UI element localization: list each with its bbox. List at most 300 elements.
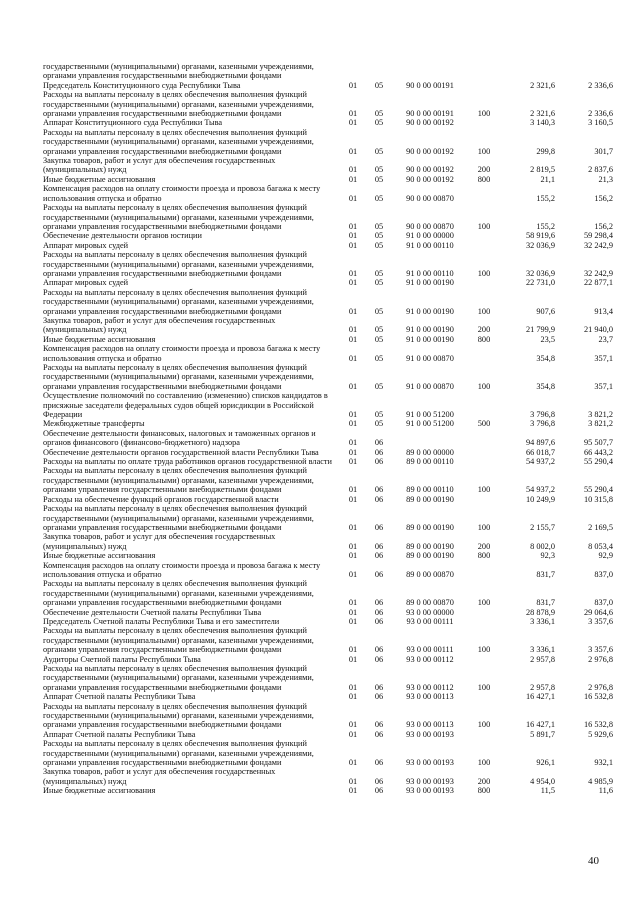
row-section: 01 xyxy=(348,485,358,495)
row-sum-year-2: 11,6 xyxy=(598,786,613,796)
row-target-item: 90 0 00 00191 xyxy=(406,80,454,90)
row-sum-year-1: 3 796,8 xyxy=(530,419,555,429)
row-sum-year-1: 831,7 xyxy=(536,569,555,579)
row-target-item: 93 0 00 00112 xyxy=(406,682,454,692)
row-sum-year-1: 54 937,2 xyxy=(525,485,555,495)
row-subsection: 05 xyxy=(374,278,384,288)
table-row xyxy=(43,617,613,626)
row-sum-year-2: 837,0 xyxy=(594,569,613,579)
row-sum-year-1: 11,5 xyxy=(540,786,555,796)
row-section: 01 xyxy=(348,776,358,786)
row-sum-year-1: 4 954,0 xyxy=(530,776,555,786)
table-row xyxy=(43,118,613,127)
row-target-item: 91 0 00 00190 xyxy=(406,334,454,344)
row-target-item: 91 0 00 00190 xyxy=(406,325,454,335)
table-row xyxy=(43,664,613,692)
row-expense-type: 100 xyxy=(477,268,491,278)
row-target-item: 90 0 00 00870 xyxy=(406,193,454,203)
row-target-item: 93 0 00 00193 xyxy=(406,729,454,739)
row-sum-year-2: 4 985,9 xyxy=(588,776,613,786)
table-row xyxy=(43,655,613,664)
row-section: 01 xyxy=(348,494,358,504)
row-sum-year-1: 354,8 xyxy=(536,353,555,363)
table-row xyxy=(43,504,613,532)
row-sum-year-1: 2 321,6 xyxy=(530,80,555,90)
row-sum-year-2: 837,0 xyxy=(594,598,613,608)
row-name: Закупка товаров, работ и услуг для обеспечения государственных (муниципальных) нужд xyxy=(43,532,276,551)
table-row xyxy=(43,128,613,156)
row-section: 01 xyxy=(348,616,358,626)
row-target-item: 90 0 00 00191 xyxy=(406,109,454,119)
row-name: Обеспечение деятельности Счетной палаты Республики Тыва xyxy=(43,607,262,617)
row-name: Аппарат мировых судей xyxy=(43,240,129,250)
row-name: Компенсация расходов на оплату стоимости проезда и провоза багажа к месту использования отпуска и обратно xyxy=(43,184,321,203)
row-name: Председатель Счетной палаты Республики Тыва и его заместители xyxy=(43,616,280,626)
row-sum-year-1: 94 897,6 xyxy=(525,438,555,448)
row-subsection: 06 xyxy=(374,729,384,739)
row-sum-year-1: 2 819,5 xyxy=(530,165,555,175)
row-sum-year-2: 3 357,6 xyxy=(588,616,613,626)
table-row xyxy=(43,250,613,278)
row-section: 01 xyxy=(348,353,358,363)
row-sum-year-1: 926,1 xyxy=(536,758,555,768)
row-expense-type: 100 xyxy=(477,758,491,768)
row-target-item: 91 0 00 00110 xyxy=(406,240,454,250)
row-target-item: 93 0 00 00111 xyxy=(406,645,454,655)
table-row xyxy=(43,532,613,551)
row-expense-type: 800 xyxy=(477,551,491,561)
row-subsection: 06 xyxy=(374,682,384,692)
row-sum-year-2: 156,2 xyxy=(594,193,613,203)
table-row xyxy=(43,448,613,457)
row-expense-type: 100 xyxy=(477,381,491,391)
table-row xyxy=(43,156,613,175)
table-row xyxy=(43,90,613,118)
row-subsection: 05 xyxy=(374,353,384,363)
row-sum-year-2: 2 169,5 xyxy=(588,522,613,532)
row-sum-year-2: 357,1 xyxy=(594,381,613,391)
row-sum-year-1: 3 336,1 xyxy=(530,645,555,655)
row-sum-year-2: 3 357,6 xyxy=(588,645,613,655)
row-section: 01 xyxy=(348,438,358,448)
row-subsection: 06 xyxy=(374,494,384,504)
row-target-item: 93 0 00 00113 xyxy=(406,720,454,730)
budget-table xyxy=(43,62,613,796)
row-expense-type: 100 xyxy=(477,598,491,608)
row-target-item: 93 0 00 00113 xyxy=(406,692,454,702)
row-subsection: 05 xyxy=(374,146,384,156)
row-target-item: 90 0 00 00192 xyxy=(406,174,454,184)
row-subsection: 05 xyxy=(374,334,384,344)
row-sum-year-2: 301,7 xyxy=(594,146,613,156)
row-expense-type: 100 xyxy=(477,306,491,316)
row-sum-year-1: 155,2 xyxy=(536,193,555,203)
row-section: 01 xyxy=(348,447,358,457)
row-sum-year-2: 59 298,4 xyxy=(583,231,613,241)
row-target-item: 91 0 00 51200 xyxy=(406,419,454,429)
row-name: государственными (муниципальными) органами, казенными учреждениями, органами управления государственными внебюджетными фондами xyxy=(43,62,314,81)
row-sum-year-2: 3 821,2 xyxy=(588,410,613,420)
row-section: 01 xyxy=(348,654,358,664)
row-target-item: 90 0 00 00870 xyxy=(406,221,454,231)
table-row xyxy=(43,786,613,795)
row-sum-year-2: 913,4 xyxy=(594,306,613,316)
row-sum-year-2: 357,1 xyxy=(594,353,613,363)
row-sum-year-2: 21,3 xyxy=(598,174,613,184)
row-sum-year-2: 156,2 xyxy=(594,221,613,231)
row-subsection: 05 xyxy=(374,419,384,429)
row-section: 01 xyxy=(348,729,358,739)
row-section: 01 xyxy=(348,118,358,128)
row-subsection: 05 xyxy=(374,306,384,316)
table-row xyxy=(43,692,613,701)
row-sum-year-2: 32 242,9 xyxy=(583,240,613,250)
row-subsection: 06 xyxy=(374,786,384,796)
row-subsection: 06 xyxy=(374,616,384,626)
row-subsection: 06 xyxy=(374,758,384,768)
row-name: Расходы на выплаты персоналу в целях обеспечения выполнения функций государственными (муниципальными) органами, казенными учреждениями, органами управления государственными внебюджетными фондами xyxy=(43,127,314,156)
row-sum-year-1: 2 321,6 xyxy=(530,109,555,119)
row-name: Расходы на выплаты персоналу в целях обеспечения выполнения функций государственными (муниципальными) органами, казенными учреждениями, органами управления государственными внебюджетными фондами xyxy=(43,363,314,391)
table-row xyxy=(43,495,613,504)
row-name: Аппарат Конституционного суда Республики Тыва xyxy=(43,118,223,128)
row-sum-year-1: 66 018,7 xyxy=(525,447,555,457)
row-expense-type: 100 xyxy=(477,720,491,730)
row-sum-year-2: 2 976,8 xyxy=(588,682,613,692)
table-row xyxy=(43,419,613,428)
row-subsection: 06 xyxy=(374,720,384,730)
row-target-item: 90 0 00 00192 xyxy=(406,165,454,175)
row-name: Закупка товаров, работ и услуг для обеспечения государственных (муниципальных) нужд xyxy=(43,156,276,175)
row-target-item: 91 0 00 00000 xyxy=(406,231,454,241)
row-subsection: 06 xyxy=(374,654,384,664)
table-row xyxy=(43,344,613,363)
row-name: Расходы на обеспечение функций органов государственной власти xyxy=(43,494,279,504)
row-sum-year-2: 2 336,6 xyxy=(588,80,613,90)
row-sum-year-1: 10 249,9 xyxy=(525,494,555,504)
row-sum-year-1: 155,2 xyxy=(536,221,555,231)
row-section: 01 xyxy=(348,541,358,551)
row-target-item: 89 0 00 00110 xyxy=(406,457,454,467)
row-sum-year-1: 54 937,2 xyxy=(525,457,555,467)
row-sum-year-2: 8 053,4 xyxy=(588,541,613,551)
row-target-item: 93 0 00 00112 xyxy=(406,654,454,664)
table-row xyxy=(43,335,613,344)
table-row xyxy=(43,231,613,240)
table-row xyxy=(43,739,613,767)
row-expense-type: 200 xyxy=(477,325,491,335)
row-section: 01 xyxy=(348,720,358,730)
row-sum-year-1: 21 799,9 xyxy=(525,325,555,335)
row-section: 01 xyxy=(348,174,358,184)
row-section: 01 xyxy=(348,381,358,391)
row-expense-type: 100 xyxy=(477,522,491,532)
row-subsection: 06 xyxy=(374,551,384,561)
row-sum-year-1: 22 731,0 xyxy=(525,278,555,288)
row-sum-year-1: 2 957,8 xyxy=(530,654,555,664)
row-section: 01 xyxy=(348,325,358,335)
row-name: Расходы на выплаты персоналу в целях обеспечения выполнения функций государственными (муниципальными) органами, казенными учреждениями, органами управления государственными внебюджетными фондами xyxy=(43,466,314,495)
row-name: Аудиторы Счетной палаты Республики Тыва xyxy=(43,654,201,664)
row-section: 01 xyxy=(348,569,358,579)
row-sum-year-1: 16 427,1 xyxy=(525,692,555,702)
row-subsection: 06 xyxy=(374,485,384,495)
row-section: 01 xyxy=(348,231,358,241)
row-name: Председатель Конституционного суда Республики Тыва xyxy=(43,80,241,90)
row-section: 01 xyxy=(348,419,358,429)
table-row xyxy=(43,429,613,448)
row-subsection: 06 xyxy=(374,645,384,655)
table-row xyxy=(43,288,613,316)
row-name: Аппарат Счетной палаты Республики Тыва xyxy=(43,692,196,702)
row-sum-year-2: 2 837,6 xyxy=(588,165,613,175)
row-sum-year-1: 354,8 xyxy=(536,381,555,391)
table-row xyxy=(43,316,613,335)
row-section: 01 xyxy=(348,692,358,702)
table-row xyxy=(43,175,613,184)
row-target-item: 89 0 00 00110 xyxy=(406,485,454,495)
row-sum-year-1: 2 957,8 xyxy=(530,682,555,692)
row-section: 01 xyxy=(348,522,358,532)
row-name: Расходы на выплаты персоналу в целях обеспечения выполнения функций государственными (муниципальными) органами, казенными учреждениями, органами управления государственными внебюджетными фондами xyxy=(43,504,314,532)
row-name: Обеспечение деятельности финансовых, налоговых и таможенных органов и органов финансового (финансово-бюджетного) надзора xyxy=(43,428,316,448)
row-sum-year-2: 5 929,6 xyxy=(588,729,613,739)
row-subsection: 05 xyxy=(374,80,384,90)
row-subsection: 06 xyxy=(374,541,384,551)
row-expense-type: 200 xyxy=(477,165,491,175)
row-subsection: 06 xyxy=(374,457,384,467)
row-subsection: 06 xyxy=(374,569,384,579)
row-target-item: 89 0 00 00190 xyxy=(406,522,454,532)
row-section: 01 xyxy=(348,221,358,231)
row-subsection: 05 xyxy=(374,193,384,203)
row-subsection: 05 xyxy=(374,240,384,250)
row-target-item: 91 0 00 00870 xyxy=(406,353,454,363)
row-expense-type: 200 xyxy=(477,776,491,786)
row-subsection: 06 xyxy=(374,598,384,608)
table-row xyxy=(43,561,613,580)
table-row xyxy=(43,551,613,560)
row-sum-year-2: 22 877,1 xyxy=(583,278,613,288)
row-name: Иные бюджетные ассигнования xyxy=(43,174,156,184)
row-name: Закупка товаров, работ и услуг для обеспечения государственных (муниципальных) нужд xyxy=(43,315,276,335)
table-row xyxy=(43,81,613,90)
row-sum-year-2: 932,1 xyxy=(594,758,613,768)
row-sum-year-2: 55 290,4 xyxy=(583,457,613,467)
row-section: 01 xyxy=(348,457,358,467)
row-name: Расходы на выплаты персоналу в целях обеспечения выполнения функций государственными (муниципальными) органами, казенными учреждениями, органами управления государственными внебюджетными фондами xyxy=(43,287,314,316)
row-name: Иные бюджетные ассигнования xyxy=(43,334,156,344)
row-name: Расходы на выплаты по оплате труда работников органов государственной власти xyxy=(43,457,333,467)
row-target-item: 89 0 00 00190 xyxy=(406,541,454,551)
row-sum-year-1: 23,5 xyxy=(540,334,555,344)
row-target-item: 93 0 00 00111 xyxy=(406,616,454,626)
row-name: Межбюджетные трансферты xyxy=(43,419,145,429)
table-row xyxy=(43,702,613,730)
row-name: Иные бюджетные ассигнования xyxy=(43,786,156,796)
row-section: 01 xyxy=(348,193,358,203)
row-section: 01 xyxy=(348,165,358,175)
row-section: 01 xyxy=(348,786,358,796)
row-sum-year-1: 3 336,1 xyxy=(530,616,555,626)
row-sum-year-2: 2 336,6 xyxy=(588,109,613,119)
row-expense-type: 100 xyxy=(477,221,491,231)
row-section: 01 xyxy=(348,80,358,90)
row-target-item: 89 0 00 00190 xyxy=(406,494,454,504)
row-name: Расходы на выплаты персоналу в целях обеспечения выполнения функций государственными (муниципальными) органами, казенными учреждениями, органами управления государственными внебюджетными фондами xyxy=(43,203,314,231)
row-name: Аппарат мировых судей xyxy=(43,278,129,288)
table-row xyxy=(43,608,613,617)
table-row xyxy=(43,466,613,494)
row-sum-year-1: 32 036,9 xyxy=(525,268,555,278)
row-sum-year-1: 5 891,7 xyxy=(530,729,555,739)
table-row xyxy=(43,278,613,287)
row-sum-year-2: 66 443,2 xyxy=(583,447,613,457)
row-target-item: 90 0 00 00192 xyxy=(406,118,454,128)
row-section: 01 xyxy=(348,758,358,768)
row-sum-year-1: 92,3 xyxy=(540,551,555,561)
row-sum-year-2: 29 064,6 xyxy=(583,607,613,617)
row-sum-year-1: 3 140,3 xyxy=(530,118,555,128)
row-sum-year-2: 95 507,7 xyxy=(583,438,613,448)
row-subsection: 06 xyxy=(374,776,384,786)
row-section: 01 xyxy=(348,306,358,316)
row-target-item: 93 0 00 00000 xyxy=(406,607,454,617)
row-target-item: 91 0 00 51200 xyxy=(406,410,454,420)
row-subsection: 06 xyxy=(374,522,384,532)
row-name: Компенсация расходов на оплату стоимости проезда и провоза багажа к месту использования отпуска и обратно xyxy=(43,560,321,579)
row-section: 01 xyxy=(348,146,358,156)
row-target-item: 89 0 00 00190 xyxy=(406,551,454,561)
row-name: Закупка товаров, работ и услуг для обеспечения государственных (муниципальных) нужд xyxy=(43,767,276,786)
row-expense-type: 800 xyxy=(477,334,491,344)
row-sum-year-1: 2 155,7 xyxy=(530,522,555,532)
row-sum-year-2: 10 315,8 xyxy=(583,494,613,504)
row-sum-year-2: 55 290,4 xyxy=(583,485,613,495)
row-name: Компенсация расходов на оплату стоимости проезда и провоза багажа к месту использования отпуска и обратно xyxy=(43,344,321,363)
row-sum-year-2: 3 821,2 xyxy=(588,419,613,429)
table-row xyxy=(43,184,613,203)
row-expense-type: 800 xyxy=(477,786,491,796)
row-name: Расходы на выплаты персоналу в целях обеспечения выполнения функций государственными (муниципальными) органами, казенными учреждениями, органами управления государственными внебюджетными фондами xyxy=(43,579,314,608)
row-target-item: 91 0 00 00110 xyxy=(406,268,454,278)
row-sum-year-1: 907,6 xyxy=(536,306,555,316)
row-section: 01 xyxy=(348,109,358,119)
row-name: Расходы на выплаты персоналу в целях обеспечения выполнения функций государственными (муниципальными) органами, казенными учреждениями, органами управления государственными внебюджетными фондами xyxy=(43,626,314,655)
row-sum-year-2: 32 242,9 xyxy=(583,268,613,278)
row-subsection: 06 xyxy=(374,607,384,617)
row-section: 01 xyxy=(348,682,358,692)
row-section: 01 xyxy=(348,645,358,655)
row-sum-year-1: 831,7 xyxy=(536,598,555,608)
row-subsection: 05 xyxy=(374,109,384,119)
row-target-item: 93 0 00 00193 xyxy=(406,786,454,796)
row-target-item: 91 0 00 00190 xyxy=(406,306,454,316)
row-name: Обеспечение деятельности органов юстиции xyxy=(43,231,202,241)
row-subsection: 06 xyxy=(374,447,384,457)
page-number: 40 xyxy=(588,855,599,867)
row-name: Аппарат Счетной палаты Республики Тыва xyxy=(43,729,196,739)
row-target-item: 90 0 00 00192 xyxy=(406,146,454,156)
row-expense-type: 100 xyxy=(477,146,491,156)
table-row xyxy=(43,203,613,231)
row-sum-year-1: 16 427,1 xyxy=(525,720,555,730)
row-expense-type: 100 xyxy=(477,485,491,495)
row-expense-type: 500 xyxy=(477,419,491,429)
row-section: 01 xyxy=(348,607,358,617)
row-subsection: 06 xyxy=(374,438,384,448)
row-subsection: 05 xyxy=(374,174,384,184)
row-subsection: 05 xyxy=(374,118,384,128)
row-subsection: 05 xyxy=(374,268,384,278)
table-row xyxy=(43,579,613,607)
row-name: Расходы на выплаты персоналу в целях обеспечения выполнения функций государственными (муниципальными) органами, казенными учреждениями, органами управления государственными внебюджетными фондами xyxy=(43,701,314,730)
row-subsection: 05 xyxy=(374,165,384,175)
row-subsection: 06 xyxy=(374,692,384,702)
row-subsection: 05 xyxy=(374,410,384,420)
row-sum-year-1: 28 878,9 xyxy=(525,607,555,617)
row-name: Расходы на выплаты персоналу в целях обеспечения выполнения функций государственными (муниципальными) органами, казенными учреждениями, органами управления государственными внебюджетными фондами xyxy=(43,250,314,278)
row-section: 01 xyxy=(348,268,358,278)
row-section: 01 xyxy=(348,240,358,250)
row-sum-year-2: 92,9 xyxy=(598,551,613,561)
row-expense-type: 100 xyxy=(477,645,491,655)
table-row xyxy=(43,391,613,419)
row-sum-year-2: 16 532,8 xyxy=(583,720,613,730)
row-target-item: 91 0 00 00190 xyxy=(406,278,454,288)
row-target-item: 93 0 00 00193 xyxy=(406,758,454,768)
row-expense-type: 800 xyxy=(477,174,491,184)
table-row xyxy=(43,767,613,786)
row-sum-year-2: 2 976,8 xyxy=(588,654,613,664)
row-sum-year-2: 21 940,0 xyxy=(583,325,613,335)
table-row xyxy=(43,626,613,654)
row-name: Расходы на выплаты персоналу в целях обеспечения выполнения функций государственными (муниципальными) органами, казенными учреждениями, органами управления государственными внебюджетными фондами xyxy=(43,739,314,768)
row-section: 01 xyxy=(348,334,358,344)
table-row xyxy=(43,241,613,250)
row-subsection: 05 xyxy=(374,221,384,231)
row-subsection: 05 xyxy=(374,381,384,391)
row-name: Обеспечение деятельности органов государственной власти Республики Тыва xyxy=(43,447,319,457)
row-sum-year-1: 299,8 xyxy=(536,146,555,156)
row-name: Расходы на выплаты персоналу в целях обеспечения выполнения функций государственными (муниципальными) органами, казенными учреждениями, органами управления государственными внебюджетными фондами xyxy=(43,664,314,692)
row-sum-year-2: 3 160,5 xyxy=(588,118,613,128)
table-row xyxy=(43,62,613,81)
row-sum-year-1: 3 796,8 xyxy=(530,410,555,420)
row-subsection: 05 xyxy=(374,325,384,335)
row-name: Иные бюджетные ассигнования xyxy=(43,551,156,561)
row-name: Осуществление полномочий по составлению (изменению) списков кандидатов в присяжные заседатели федеральных судов общей юрисдикции в Российской Федерации xyxy=(43,391,328,420)
row-section: 01 xyxy=(348,598,358,608)
row-section: 01 xyxy=(348,278,358,288)
table-row xyxy=(43,457,613,466)
row-expense-type: 100 xyxy=(477,109,491,119)
row-subsection: 05 xyxy=(374,231,384,241)
row-name: Расходы на выплаты персоналу в целях обеспечения выполнения функций государственными (муниципальными) органами, казенными учреждениями, органами управления государственными внебюджетными фондами xyxy=(43,90,314,119)
row-expense-type: 100 xyxy=(477,682,491,692)
row-sum-year-1: 58 919,6 xyxy=(525,231,555,241)
table-row xyxy=(43,363,613,391)
row-expense-type: 200 xyxy=(477,541,491,551)
table-row xyxy=(43,730,613,739)
row-target-item: 91 0 00 00870 xyxy=(406,381,454,391)
row-target-item: 89 0 00 00870 xyxy=(406,569,454,579)
row-sum-year-1: 21,1 xyxy=(540,174,555,184)
row-sum-year-1: 8 002,0 xyxy=(530,541,555,551)
row-target-item: 89 0 00 00000 xyxy=(406,447,454,457)
row-section: 01 xyxy=(348,551,358,561)
row-target-item: 89 0 00 00870 xyxy=(406,598,454,608)
